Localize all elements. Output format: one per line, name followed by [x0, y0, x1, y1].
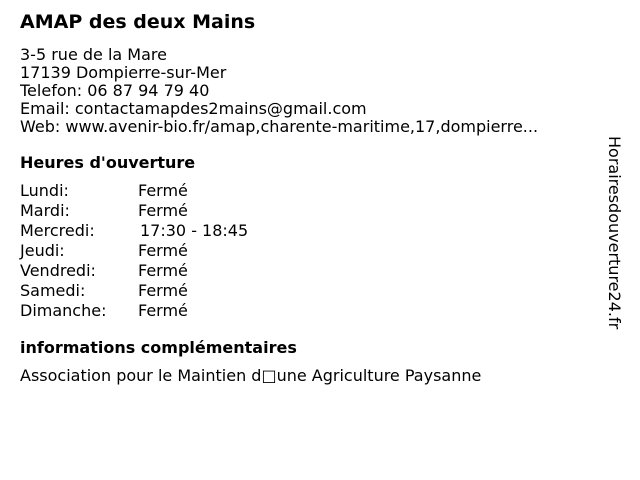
- day-label: Vendredi:: [20, 261, 96, 280]
- day-hours: Fermé: [138, 201, 188, 220]
- hours-row-thursday: [20, 241, 610, 261]
- day-label: Jeudi:: [20, 241, 65, 260]
- day-hours: Fermé: [138, 301, 188, 320]
- address-block: [20, 46, 610, 136]
- hours-row-saturday: [20, 281, 610, 301]
- day-hours: Fermé: [138, 281, 188, 300]
- day-label: Dimanche:: [20, 301, 107, 320]
- day-label: Lundi:: [20, 181, 69, 200]
- phone-line: Telefon: 06 87 94 79 40: [20, 82, 210, 100]
- day-hours: Fermé: [138, 241, 188, 260]
- hours-row-friday: [20, 261, 610, 281]
- hours-row-wednesday: [20, 221, 610, 241]
- business-card: [20, 8, 610, 386]
- hours-row-tuesday: [20, 201, 610, 221]
- hours-heading: Heures d'ouverture: [20, 153, 196, 172]
- web-line: Web: www.avenir-bio.fr/amap,charente-maritime,17,dompierre...: [20, 118, 539, 136]
- hours-table: [20, 181, 610, 321]
- day-hours: Fermé: [138, 261, 188, 280]
- business-name: AMAP des deux Mains: [20, 11, 256, 33]
- street-address: 3-5 rue de la Mare: [20, 46, 167, 64]
- postal-city: 17139 Dompierre-sur-Mer: [20, 64, 227, 82]
- hours-row-sunday: [20, 301, 610, 321]
- day-label: Mercredi:: [20, 221, 95, 240]
- site-watermark: Horairesdouverture24.fr: [605, 136, 624, 330]
- day-label: Samedi:: [20, 281, 86, 300]
- day-hours: Fermé: [138, 181, 188, 200]
- day-label: Mardi:: [20, 201, 70, 220]
- info-heading: informations complémentaires: [20, 338, 297, 357]
- email-line: Email: contactamapdes2mains@gmail.com: [20, 100, 367, 118]
- info-text: Association pour le Maintien d□une Agriculture Paysanne: [20, 366, 482, 385]
- day-hours: 17:30 - 18:45: [140, 221, 249, 240]
- hours-row-monday: [20, 181, 610, 201]
